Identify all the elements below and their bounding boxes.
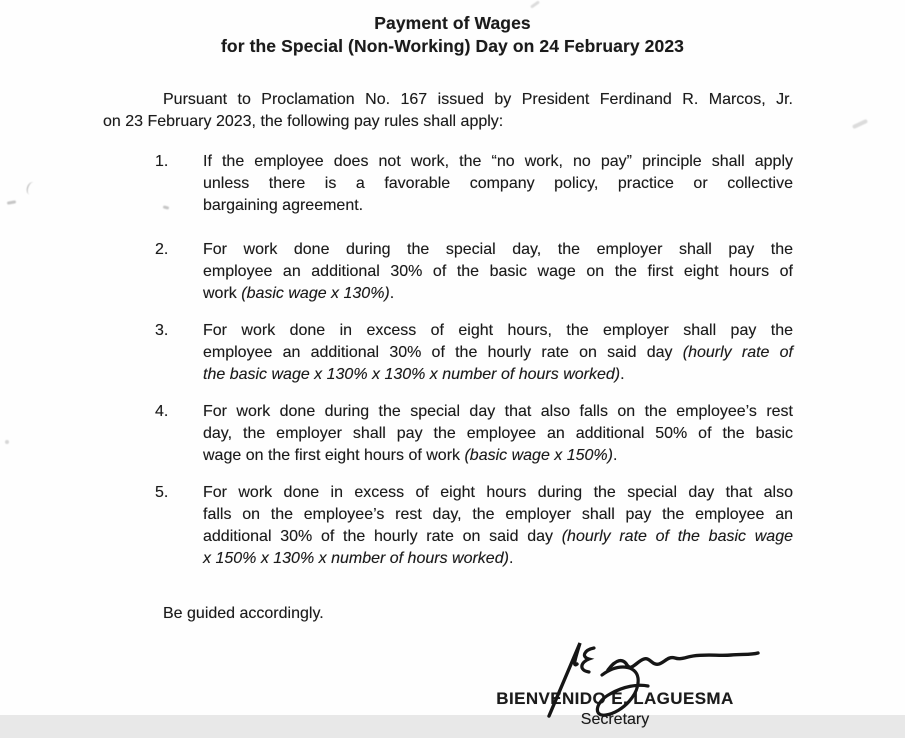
text-line: unless there is a favorable company policy, practice or collective (203, 175, 793, 192)
pay-rule-item (103, 401, 793, 467)
scan-smudge (7, 200, 16, 205)
text-line: falls on the employee’s rest day, the employer shall pay the employee an (203, 506, 793, 523)
text-line: additional 30% of the hourly rate on said day (hourly rate of the basic wage (203, 528, 793, 545)
item-text (203, 151, 793, 217)
pay-rule-item (103, 239, 793, 305)
item-text (203, 482, 793, 570)
pay-rules-list (103, 151, 793, 585)
signature-scribble (450, 628, 780, 723)
text-line: For work done in excess of eight hours during the special day that also (203, 484, 793, 501)
document-title (0, 12, 905, 58)
signatory-name: BIENVENIDO E. LAGUESMA (496, 689, 734, 708)
item-text (203, 320, 793, 386)
text-line: employee an additional 30% of the hourly rate on said day (hourly rate of (203, 344, 793, 361)
text-line: on 23 February 2023, the following pay rules shall apply: (103, 113, 504, 130)
text-line: x 150% x 130% x number of hours worked). (203, 550, 514, 567)
text-line: day, the employer shall pay the employee an additional 50% of the basic (203, 425, 793, 442)
scan-smudge (25, 181, 38, 196)
pay-rule-item (103, 320, 793, 386)
text-line: If the employee does not work, the “no work, no pay” principle shall apply (203, 153, 793, 170)
title-line-1: Payment of Wages (374, 13, 531, 33)
text-line: the basic wage x 130% x 130% x number of hours worked). (203, 366, 625, 383)
text-line: employee an additional 30% of the basic wage on the first eight hours of (203, 263, 793, 280)
item-number: 2. (155, 241, 169, 258)
text-line: For work done in excess of eight hours, the employer shall pay the (203, 322, 793, 339)
item-number: 1. (155, 153, 169, 170)
item-number: 3. (155, 322, 169, 339)
text-line: For work done during the special day, the employer shall pay the (203, 241, 793, 258)
title-line-2: for the Special (Non-Working) Day on 24 February 2023 (221, 36, 684, 56)
scan-smudge (5, 440, 9, 444)
text-line: bargaining agreement. (203, 197, 364, 214)
scan-smudge (852, 119, 868, 129)
text-line: wage on the first eight hours of work (basic wage x 150%). (203, 447, 618, 464)
closing-line: Be guided accordingly. (163, 605, 324, 622)
item-text (203, 401, 793, 467)
text-line: For work done during the special day that also falls on the employee’s rest (203, 403, 793, 420)
text-line: Pursuant to Proclamation No. 167 issued by President Ferdinand R. Marcos, Jr. (163, 91, 793, 108)
signatory-title: Secretary (580, 711, 650, 728)
item-number: 4. (155, 403, 169, 420)
item-number: 5. (155, 484, 169, 501)
item-text (203, 239, 793, 305)
pay-rule-item (103, 151, 793, 217)
intro-paragraph (103, 89, 793, 133)
pay-rule-item (103, 482, 793, 570)
signature-block (450, 628, 780, 738)
scan-smudge (530, 0, 540, 8)
text-line: work (basic wage x 130%). (203, 285, 395, 302)
